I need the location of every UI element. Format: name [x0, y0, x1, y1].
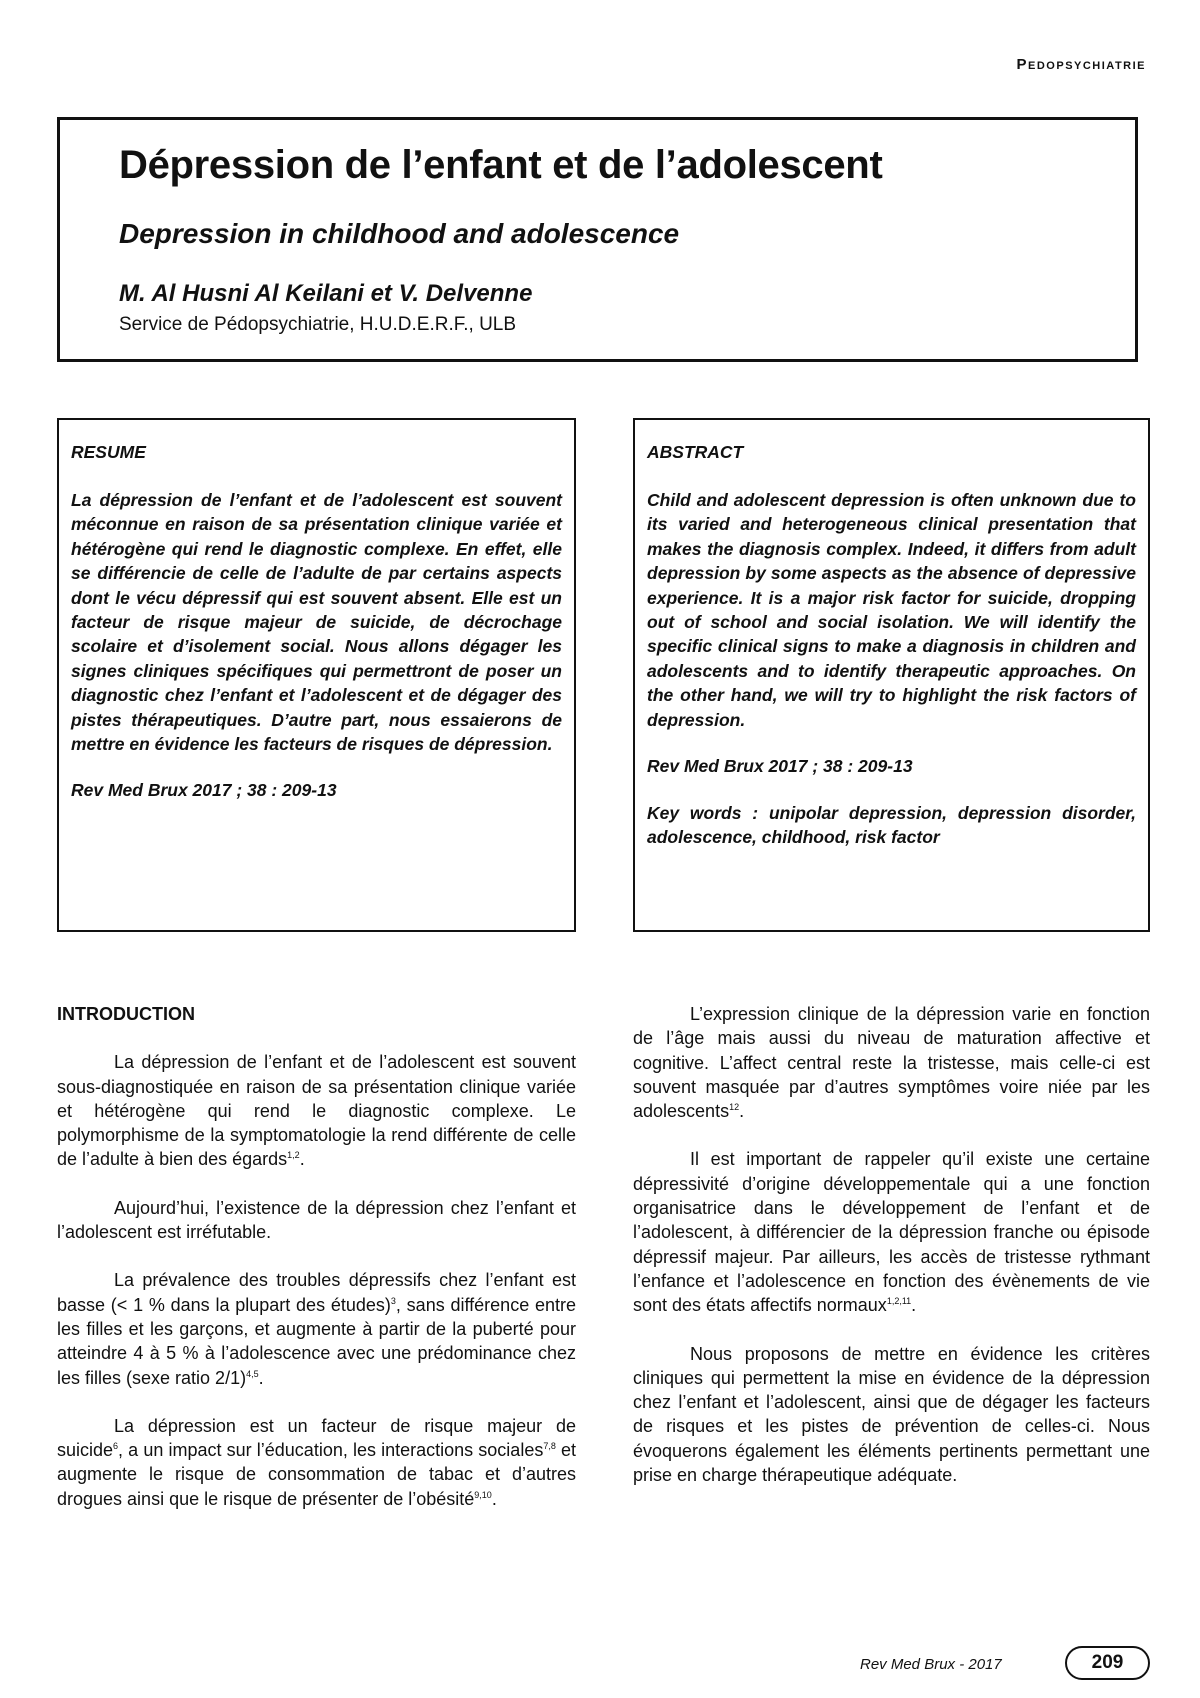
article-title-fr: Dépression de l’enfant et de l’adolescent [119, 143, 883, 187]
citation-ref: 12 [729, 1102, 740, 1113]
paragraph: La dépression est un facteur de risque majeur de suicide$^6$, a un impact sur l’éducation, les interactions sociales$^{7,8}$ et augmente le risque de consommation de tabac et d’autres drogues ainsi que le risque de présenter de l’obésité$^{9,10}$. [57, 1415, 577, 1509]
abstract-heading: ABSTRACT [647, 442, 744, 462]
abstract-body: Child and adolescent depression is often unknown due to its varied and heterogeneous clinical presentation that makes the diagnosis complex. Indeed, it differs from adult depression by some aspects as the absence of depressive experience. It is a major risk factor for suicide, dropping out of school and social isolation. We will identify the specific clinical signs to make a diagnosis in children and adolescents and to identify therapeutic approaches. On the other hand, we will try to highlight the risk factors of depression. [647, 490, 1136, 730]
citation-ref: 4,5 [246, 1368, 259, 1379]
body-column-right [633, 1002, 1150, 1511]
citation-ref: 1,2 [287, 1150, 300, 1161]
page-number: 209 [1065, 1646, 1150, 1680]
resume-heading: RESUME [71, 442, 146, 462]
resume-citation: Rev Med Brux 2017 ; 38 : 209-13 [71, 780, 337, 801]
introduction-heading: INTRODUCTION [57, 1004, 195, 1024]
affiliation: Service de Pédopsychiatrie, H.U.D.E.R.F., ULB [119, 314, 517, 335]
keywords: Key words : unipolar depression, depression disorder, adolescence, childhood, risk factor [647, 803, 1136, 848]
citation-ref: 9,10 [474, 1489, 492, 1500]
paragraph: La dépression de l’enfant et de l’adolescent est souvent sous-diagnostiquée en raison de sa présentation clinique variée et hétérogène qui rend le diagnostic complexe. Le polymorphisme de la symptomatologie la rend différente de celle de l’adulte à bien des égards$^{1,2}$. [57, 1052, 576, 1170]
resume-box [57, 418, 576, 932]
paragraph: L’expression clinique de la dépression varie en fonction de l’âge mais aussi du niveau de maturation affective et cognitive. L’affect central reste la tristesse, mais celle-ci est souvent masquée par d’autres symptômes voire niée par les adolescents$^{12}$. [633, 1004, 1150, 1122]
citation-ref: 3 [390, 1295, 396, 1306]
footer-journal: Rev Med Brux - 2017 [860, 1656, 1002, 1673]
resume-body: La dépression de l’enfant et de l’adolescent est souvent méconnue en raison de sa présentation clinique variée et hétérogène qui rend le diagnostic complexe. En effet, elle se différencie de celle de l’adulte de par certains aspects dont le vécu dépressif qui est souvent absent. Elle est un facteur de risque majeur de suicide, de décrochage scolaire et d’isolement social. Nous allons dégager les signes cliniques spécifiques qui permettront de poser un diagnostic chez l’enfant et l’adolescent et de dégager des pistes thérapeutiques. D’autre part, nous essaierons de mettre en évidence les facteurs de risques de dépression. [71, 490, 562, 755]
citation-ref: 7,8 [543, 1441, 556, 1452]
paragraph: La prévalence des troubles dépressifs chez l’enfant est basse (< 1 % dans la plupart des études)$^3$, sans différence entre les filles et les garçons, et augmente à partir de la puberté pour atteindre 4 à 5 % à l’adolescence avec une prédominance chez les filles (sexe ratio 2/1)$^{4,5}$. [57, 1270, 577, 1388]
body-column-left [57, 1002, 576, 1535]
abstract-citation: Rev Med Brux 2017 ; 38 : 209-13 [647, 756, 913, 777]
paragraph: Il est important de rappeler qu’il existe une certaine dépressivité d’origine développementale qui a une fonction organisatrice dans le développement de l’enfant et de l’adolescent, à différencier de la dépression franche ou épisode dépressif majeur. Par ailleurs, les accès de tristesse rythmant l’enfance et l’adolescence en fonction des évènements de vie sont des états affectifs normaux$^{1,2,11}$. [633, 1149, 1150, 1316]
citation-ref: 6 [113, 1441, 119, 1452]
authors: M. Al Husni Al Keilani et V. Delvenne [119, 280, 533, 307]
abstract-box [633, 418, 1150, 932]
section-label: Pedopsychiatrie [1016, 56, 1146, 73]
paragraph: Aujourd’hui, l’existence de la dépression chez l’enfant et l’adolescent est irréfutable. [57, 1197, 576, 1243]
citation-ref: 1,2,11 [886, 1296, 912, 1307]
article-title-en: Depression in childhood and adolescence [119, 218, 680, 249]
paragraph: Nous proposons de mettre en évidence les critères cliniques qui permettent la mise en évidence de la dépression chez l’enfant et l’adolescent, ainsi que de dégager les facteurs de risques et les pistes de prévention de celles-ci. Nous évoquerons également les éléments pertinents permettant une prise en charge thérapeutique adéquate. [633, 1343, 1150, 1486]
title-block [57, 117, 1138, 362]
